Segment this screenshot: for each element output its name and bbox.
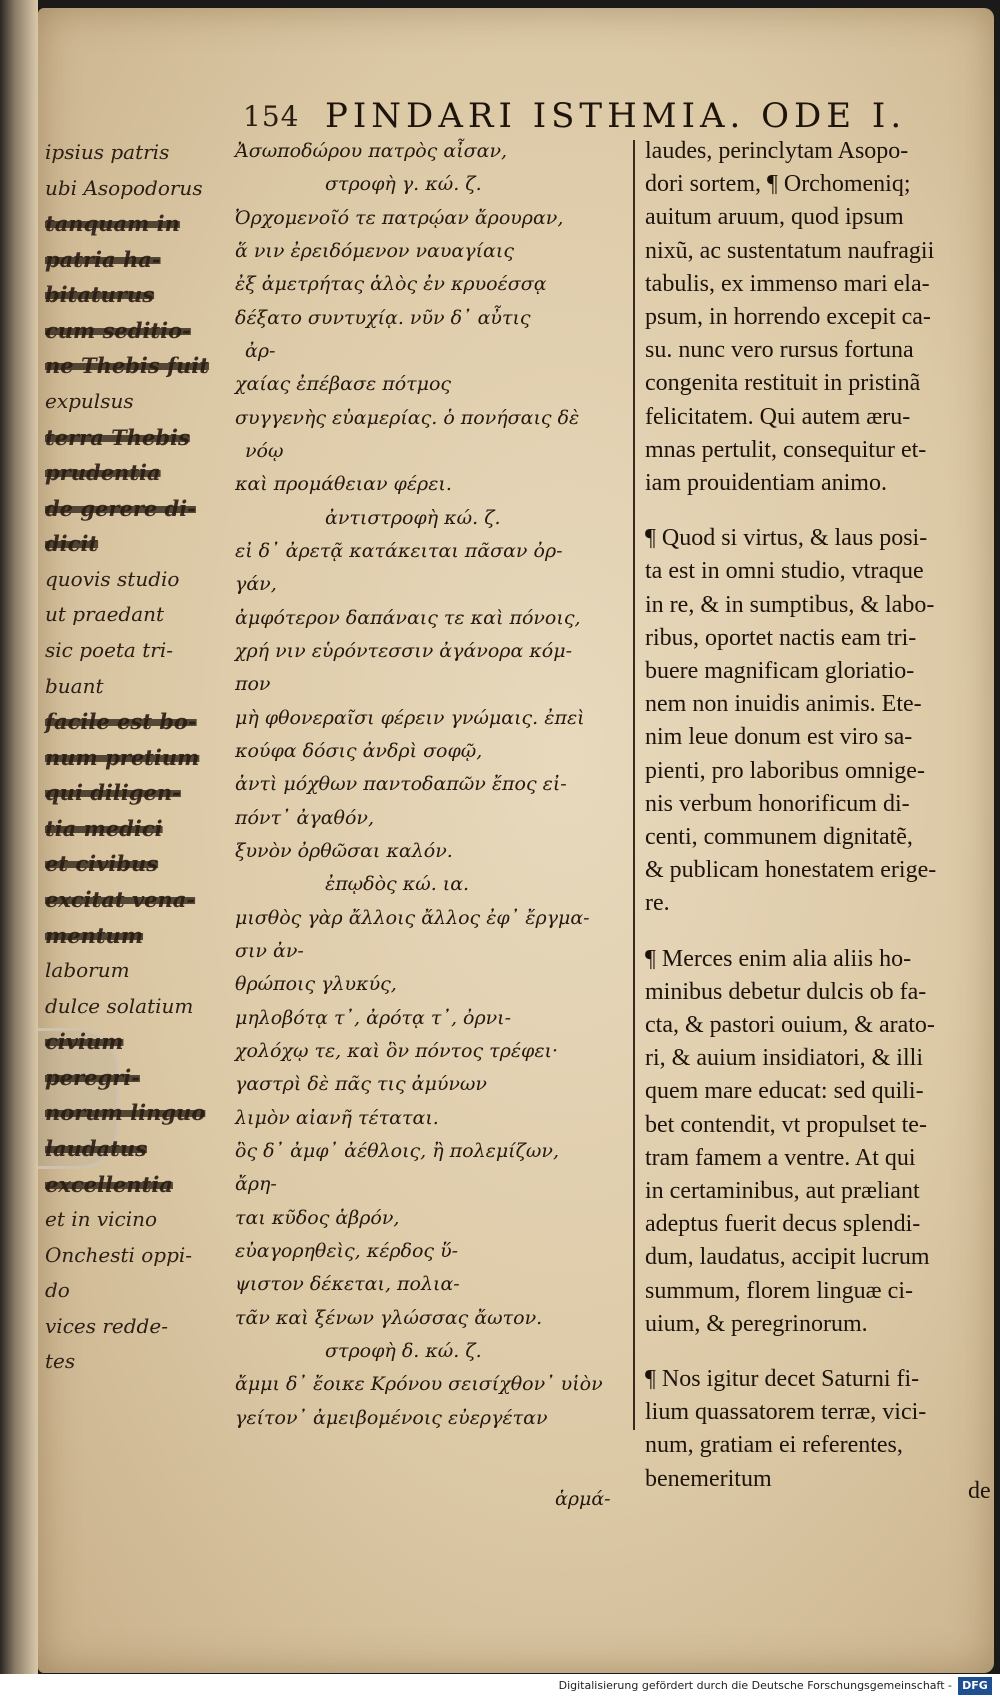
dfg-logo: DFG	[958, 1677, 992, 1695]
greek-verse-line: ἀντὶ μόχθων παντοδαπῶν ἔπος εἰ-	[235, 773, 567, 795]
latin-translation-line: mnas pertulit, consequitur et-	[645, 437, 927, 463]
latin-translation-line: cta, & pastori ouium, & arato-	[645, 1012, 935, 1038]
latin-translation-line: num, gratiam ei referentes,	[645, 1432, 903, 1458]
latin-translation-line: lium quassatorem terræ, vici-	[645, 1399, 927, 1425]
latin-translation-line: ri, & auium insidiatori, & illi	[645, 1045, 923, 1071]
catchword: de	[968, 1478, 991, 1504]
margin-note: norum linguo	[45, 1100, 206, 1125]
margin-note: terra Thebis	[45, 425, 190, 450]
greek-verse-line: ἄμμι δ᾽ ἔοικε Κρόνου σεισίχθον᾽ υἱὸν	[235, 1373, 603, 1395]
latin-translation-line: tabulis, ex immenso mari ela-	[645, 271, 930, 297]
margin-note: ubi Asopodorus	[45, 176, 203, 200]
latin-translation-line: ribus, oportet nactis eam tri-	[645, 625, 917, 651]
margin-note: prudentia	[45, 460, 161, 485]
greek-verse-line: σιν ἀν-	[235, 940, 304, 962]
greek-verse-line: δέξατο συντυχίᾳ. νῦν δ᾽ αὖτις	[235, 307, 531, 329]
latin-translation-line: congenita restituit in pristinã	[645, 370, 921, 396]
margin-note: bitaturus	[45, 282, 155, 307]
latin-translation-line: centi, communem dignitatẽ,	[645, 824, 913, 850]
margin-note: laudatus	[45, 1136, 147, 1161]
margin-note: num pretium	[45, 745, 200, 770]
margin-note: facile est bo-	[45, 709, 197, 734]
latin-translation-line: ¶ Merces enim alia aliis ho-	[645, 946, 912, 972]
greek-verse-line: τᾶν καὶ ξένων γλώσσας ἄωτον.	[235, 1307, 543, 1329]
latin-translation-line: ¶ Nos igitur decet Saturni fi-	[645, 1366, 920, 1392]
latin-translation-line: nim leue donum est viro sa-	[645, 724, 913, 750]
latin-translation-line: adeptus fuerit decus splendi-	[645, 1211, 921, 1237]
margin-note: sic poeta tri-	[45, 638, 173, 662]
greek-verse-line: Ὀρχομενοῖό τε πατρῴαν ἄρουραν,	[235, 207, 564, 229]
latin-translation-line: benemeritum	[645, 1466, 772, 1492]
footer-credit: Digitalisierung gefördert durch die Deutsche Forschungsgemeinschaft -	[558, 1679, 952, 1692]
margin-note: excitat vena-	[45, 887, 196, 912]
greek-catchword: ἁρμά-	[555, 1488, 611, 1510]
greek-verse-line: γαστρὶ δὲ πᾶς τις ἀμύνων	[235, 1073, 487, 1095]
greek-verse-line: ὃς δ᾽ ἀμφ᾽ ἀέθλοις, ἢ πολεμίζων,	[235, 1140, 560, 1162]
margin-note: mentum	[45, 923, 144, 948]
handwritten-margin-notes	[45, 140, 235, 1400]
greek-verse-line: γείτον᾽ ἀμειβομένοις εὐεργέταν	[235, 1407, 548, 1429]
greek-verse-line: νόῳ	[245, 440, 284, 462]
greek-verse-line: εἰ δ᾽ ἀρετᾷ κατάκειται πᾶσαν ὀρ-	[235, 540, 563, 562]
margin-note: laborum	[45, 958, 130, 982]
margin-note: peregri-	[45, 1065, 140, 1090]
greek-verse-line: μισθὸς γὰρ ἄλλοις ἄλλος ἐφ᾽ ἔργμα-	[235, 907, 590, 929]
greek-verse-line: γάν,	[235, 573, 277, 595]
margin-note: tia medici	[45, 816, 163, 841]
greek-verse-line: πόντ᾽ ἀγαθόν,	[235, 807, 375, 829]
greek-verse-line: χαίας ἐπέβασε πότμος	[235, 373, 452, 395]
greek-verse-line: ξυνὸν ὀρθῶσαι καλόν.	[235, 840, 453, 862]
greek-verse-line: ἀμφότερον δαπάναις τε καὶ πόνοις,	[235, 607, 581, 629]
latin-translation-line: re.	[645, 890, 670, 916]
latin-translation-line: dori sortem, ¶ Orchomeniq;	[645, 171, 911, 197]
margin-note: patria ha-	[45, 247, 161, 272]
latin-translation-line: in certaminibus, aut præliant	[645, 1178, 920, 1204]
latin-text-column	[645, 138, 990, 1492]
greek-verse-line: πον	[235, 673, 271, 695]
latin-translation-line: quem mare educat: sed quili-	[645, 1078, 924, 1104]
margin-note: expulsus	[45, 389, 134, 413]
latin-translation-line: bet contendit, vt propulset te-	[645, 1112, 927, 1138]
latin-translation-line: laudes, perinclytam Asopo-	[645, 138, 909, 164]
greek-verse-line: μὴ φθονεραῖσι φέρειν γνώμαις. ἐπεὶ	[235, 707, 585, 729]
greek-verse-line: στροφὴ δ. κώ. ζ.	[325, 1340, 482, 1362]
latin-translation-line: nixũ, ac sustentatum naufragii	[645, 238, 935, 264]
greek-verse-line: Ἀσωποδώρου πατρὸς αἶσαν,	[235, 140, 508, 162]
book-spine	[0, 0, 38, 1700]
greek-verse-line: ἄρη-	[235, 1173, 277, 1195]
latin-translation-line: summum, florem linguæ ci-	[645, 1278, 913, 1304]
margin-note: quovis studio	[45, 567, 180, 591]
greek-verse-line: εὐαγορηθεὶς, κέρδος ὕ-	[235, 1240, 459, 1262]
greek-verse-line: συγγενὴς εὐαμερίας. ὁ πονήσαις δὲ	[235, 407, 580, 429]
latin-translation-line: & publicam honestatem erige-	[645, 857, 937, 883]
greek-verse-line: ἅ νιν ἐρειδόμενον ναυαγίαις	[235, 240, 514, 262]
margin-note: tanquam in	[45, 211, 180, 236]
greek-verse-line: καὶ προμάθειαν φέρει.	[235, 473, 452, 495]
greek-verse-line: μηλοβότᾳ τ᾽, ἀρότᾳ τ᾽, ὀρνι-	[235, 1007, 512, 1029]
margin-note: vices redde-	[45, 1314, 168, 1338]
margin-note: ut praedant	[45, 602, 165, 626]
greek-verse-line: ἀρ-	[245, 340, 276, 362]
latin-translation-line: ¶ Quod si virtus, & laus posi-	[645, 525, 928, 551]
margin-note: civium	[45, 1029, 124, 1054]
margin-note: dulce solatium	[45, 994, 194, 1018]
greek-verse-line: κούφα δόσις ἀνδρὶ σοφῷ,	[235, 740, 483, 762]
margin-note: dicit	[45, 531, 99, 556]
greek-verse-line: χολόχῳ τε, καὶ ὃν πόντος τρέφει·	[235, 1040, 559, 1062]
greek-verse-line: ἐξ ἀμετρήτας ἁλὸς ἐν κρυοέσσᾳ	[235, 273, 547, 295]
page-number: 154	[243, 100, 300, 133]
margin-note: cum seditio-	[45, 318, 191, 343]
latin-translation-line: dum, laudatus, accipit lucrum	[645, 1244, 930, 1270]
latin-translation-line: nis verbum honorificum di-	[645, 791, 910, 817]
margin-note: do	[45, 1278, 70, 1302]
latin-translation-line: iam prouidentiam animo.	[645, 470, 887, 496]
greek-text-column	[235, 140, 630, 1429]
latin-translation-line: pienti, pro laboribus omnige-	[645, 758, 925, 784]
margin-note: qui diligen-	[45, 780, 181, 805]
latin-translation-line: buere magnificam gloriatio-	[645, 658, 915, 684]
latin-translation-line: nem non inuidis animis. Ete-	[645, 691, 922, 717]
latin-translation-line: ta est in omni studio, vtraque	[645, 558, 924, 584]
latin-translation-line: felicitatem. Qui autem æru-	[645, 404, 911, 430]
latin-translation-line: su. nunc vero rursus fortuna	[645, 337, 914, 363]
greek-verse-line: στροφὴ γ. κώ. ζ.	[325, 173, 482, 195]
margin-note: excellentia	[45, 1172, 173, 1197]
margin-note: ne Thebis fuit	[45, 353, 209, 378]
margin-note: ipsius patris	[45, 140, 170, 164]
running-head	[195, 92, 935, 136]
latin-translation-line: minibus debetur dulcis ob fa-	[645, 979, 927, 1005]
greek-verse-line: θρώποις γλυκύς,	[235, 973, 397, 995]
greek-verse-line: ἐπῳδὸς κώ. ια.	[325, 873, 470, 895]
margin-note: buant	[45, 674, 104, 698]
latin-translation-line: tram famem a ventre. At qui	[645, 1145, 916, 1171]
column-rule	[633, 140, 635, 1430]
latin-translation-line: uium, & peregrinorum.	[645, 1311, 868, 1337]
digitization-footer	[0, 1674, 1000, 1700]
greek-verse-line: λιμὸν αἰανῆ τέταται.	[235, 1107, 439, 1129]
greek-verse-line: ἀντιστροφὴ κώ. ζ.	[325, 507, 501, 529]
latin-translation-line: auitum aruum, quod ipsum	[645, 204, 904, 230]
latin-translation-line: in re, & in sumptibus, & labo-	[645, 592, 935, 618]
greek-verse-line: ψιστον δέκεται, πολια-	[235, 1273, 460, 1295]
margin-note: et in vicino	[45, 1207, 158, 1231]
latin-translation-line: psum, in horrendo excepit ca-	[645, 304, 931, 330]
margin-note: Onchesti oppi-	[45, 1243, 193, 1267]
page-title: PINDARI ISTHMIA. ODE I.	[325, 96, 907, 136]
margin-note: tes	[45, 1349, 76, 1373]
margin-note: de gerere di-	[45, 496, 196, 521]
margin-note: et civibus	[45, 851, 159, 876]
greek-verse-line: χρή νιν εὑρόντεσσιν ἀγάνορα κόμ-	[235, 640, 572, 662]
greek-verse-line: ται κῦδος ἁβρόν,	[235, 1207, 400, 1229]
